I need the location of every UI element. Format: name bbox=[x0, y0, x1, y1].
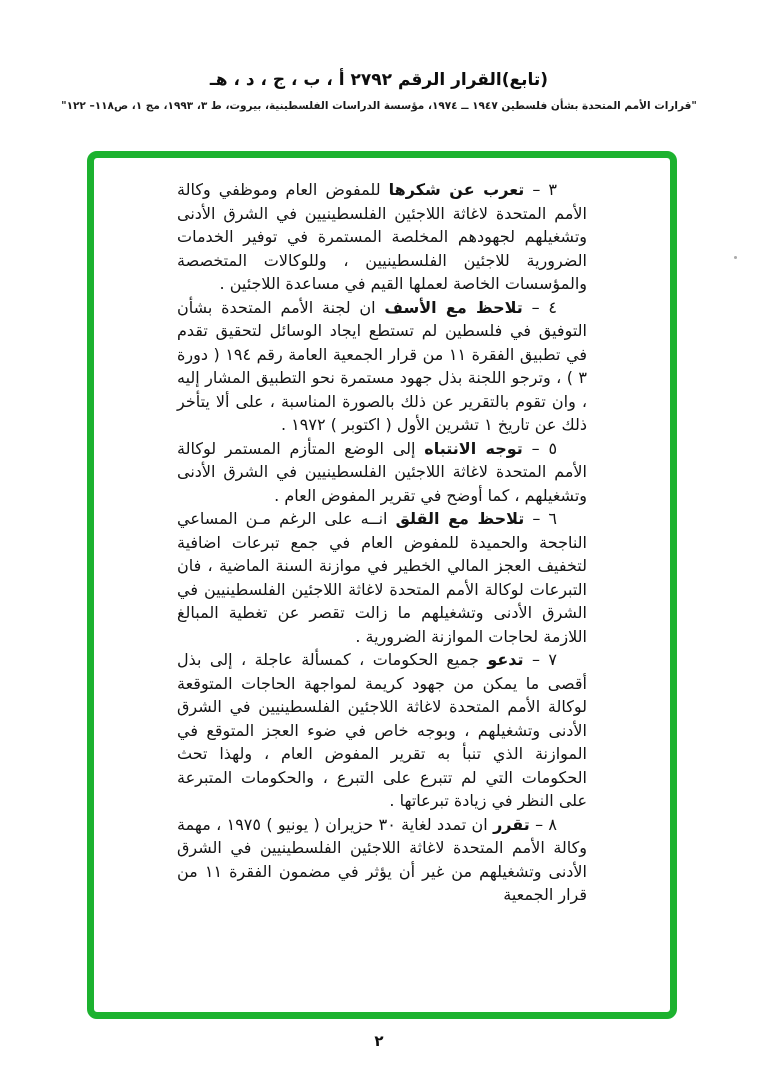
paragraph-text: ان تمدد لغاية ٣٠ حزيران ( يونيو ) ١٩٧٥ ، مهمة وكالة الأمم المتحدة لاغاثة اللاجئين الفلسطينيين في الشرق الأدنى وتشغيلهم من غير أن يؤثر في مضمون الفقرة ١١ من قرار الجمعية bbox=[177, 814, 587, 904]
paragraph-number: ٧ – bbox=[523, 650, 558, 669]
paragraph-lead: توجه الانتباه bbox=[424, 438, 523, 458]
paragraph-number: ٤ – bbox=[522, 297, 558, 317]
paragraph-lead: تقرر bbox=[493, 814, 530, 834]
paragraph-text: للمفوض العام وموظفي وكالة الأمم المتحدة لاغاثة اللاجئين الفلسطينيين في الشرق الأدنى وتشغيلهم لجهودهم المخلصة المستمرة في توفير الخدمات الضرورية للاجئين الفلسطينيين ، وللوكالات المتخصصة والمؤسسات الخاصة لعملها القيم في مساعدة اللاجئين . bbox=[177, 180, 587, 293]
page-header bbox=[0, 70, 758, 112]
scan-speck bbox=[734, 256, 737, 259]
paragraph-4 bbox=[177, 296, 587, 437]
paragraph-list bbox=[177, 178, 587, 907]
paragraph-5 bbox=[177, 437, 587, 508]
paragraph-text: إلى الوضع المتأزم المستمر لوكالة الأمم المتحدة لاغاثة اللاجئين الفلسطينيين في الشرق الأدنى وتشغيلهم ، كما أوضح في تقرير المفوض العام . bbox=[177, 438, 587, 505]
paragraph-number: ٨ – bbox=[529, 814, 558, 834]
paragraph-number: ٣ – bbox=[524, 180, 557, 199]
page-number: ٢ bbox=[374, 1032, 384, 1050]
source-citation: "قرارات الأمم المتحدة بشأن فلسطين ١٩٤٧ ــ ١٩٧٤، مؤسسة الدراسات الفلسطينية، بيروت، ط ٣، ١٩٩٣، مج ١، ص١١٨– ١٢٢" bbox=[61, 100, 697, 112]
paragraph-text: ان لجنة الأمم المتحدة بشأن التوفيق في فلسطين لم تستطع ايجاد الوسائل لتحقيق تقدم في تطبيق الفقرة ١١ من قرار الجمعية العامة رقم ١٩٤ ( دورة ٣ ) ، وترجو اللجنة بذل جهود مستمرة نحو التطبيق المشار إليه ، وان تقوم بالتقرير عن ذلك بالصورة المناسبة ، على ألا يتأخر ذلك عن تاريخ ١ تشرين الأول ( اكتوبر ) ١٩٧٢ . bbox=[177, 297, 588, 434]
paragraph-text: انــه على الرغم مـن المساعي الناجحة والحميدة للمفوض العام في جمع تبرعات اضافية لتخفيف العجز المالي الخطير في موازنة السنة الماضية ، فان التبرعات لوكالة الأمم المتحدة لاغاثة اللاجئين الفلسطينيين في الشرق الأدنى وتشغيلهم ما زالت تقصر عن تغطية المبالغ اللازمة لحاجات الموازنة الضرورية . bbox=[177, 509, 587, 646]
paragraph-number: ٦ – bbox=[524, 509, 558, 528]
paragraph-number: ٥ – bbox=[522, 438, 558, 458]
green-border-frame bbox=[87, 151, 677, 1019]
paragraph-text: جميع الحكومات ، كمسألة عاجلة ، إلى بذل أقصى ما يمكن من جهود كريمة لمواجهة الحاجات المتوقعة لوكالة الأمم المتحدة لاغاثة اللاجئين الفلسطينيين في الشرق الأدنى وتشغيلهم ، وبوجه خاص في ضوء العجز المتوقع في الموازنة الذي تنبأ به تقرير المفوض العام ، ولهذا تحث الحكومات التي لم تتبرع على التبرع ، والحكومات المتبرعة على النظر في زيادة تبرعاتها . bbox=[177, 650, 587, 810]
paragraph-3 bbox=[177, 178, 587, 296]
paragraph-lead: تلاحظ مع القلق bbox=[395, 509, 525, 528]
paragraph-6 bbox=[177, 507, 587, 648]
paragraph-lead: تعرب عن شكرها bbox=[388, 180, 525, 199]
resolution-title: (تابع)القرار الرقم ٢٧٩٢ أ ، ب ، ج ، د ، هـ bbox=[209, 70, 549, 90]
paragraph-8 bbox=[177, 813, 587, 907]
paragraph-7 bbox=[177, 648, 587, 813]
paragraph-lead: تلاحظ مع الأسف bbox=[384, 297, 523, 317]
paragraph-lead: تدعو bbox=[487, 650, 524, 669]
